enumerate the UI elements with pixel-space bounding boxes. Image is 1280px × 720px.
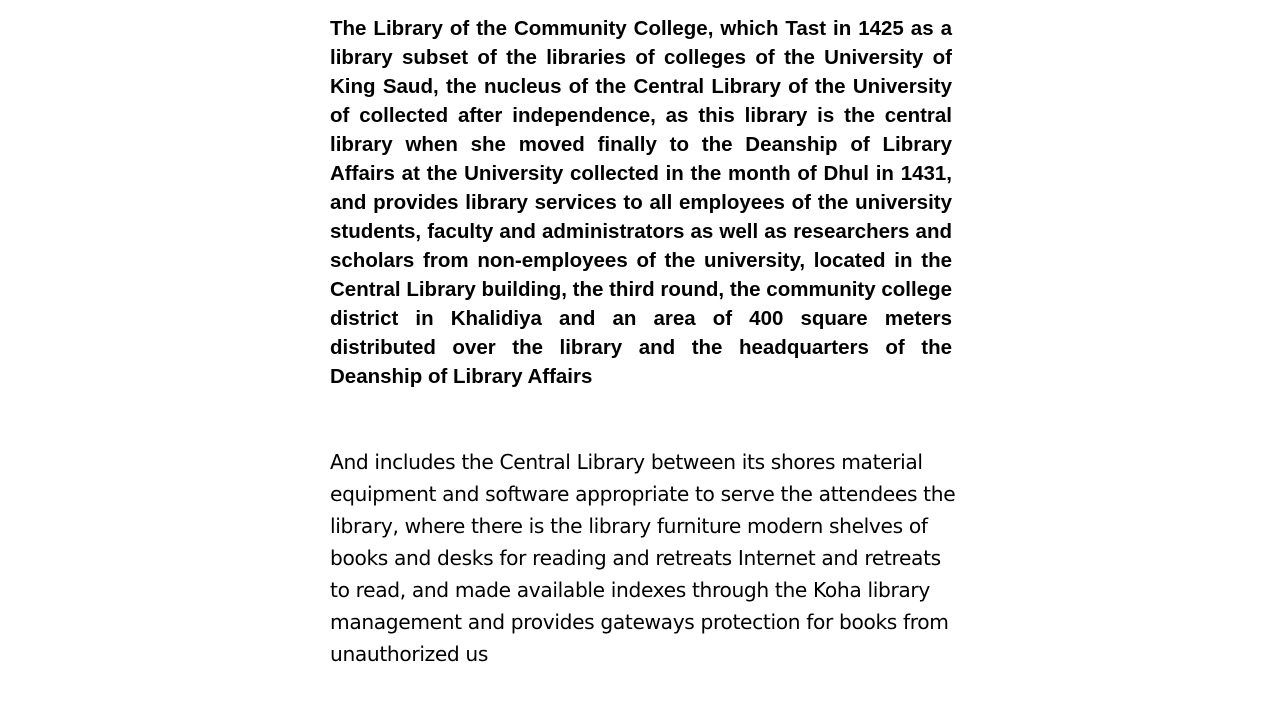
library-history-paragraph: The Library of the Community College, which Tast in 1425 as a library subset of the libraries of colleges of the University of King Saud, the nucleus of the Central Library of the University of collected after independence, as this library is the central library when she moved finally to the Deanship of Library Affairs at the University collected in the month of Dhul in 1431, and provides library services to all employees of the university students, faculty and administrators as well as researchers and scholars from non-employees of the university, located in the Central Library building, the third round, the community college district in Khalidiya and an area of 400 square meters distributed over the library and the headquarters of the Deanship of Library Affairs <box>330 17 952 388</box>
library-facilities-paragraph: And includes the Central Library between its shores material equipment and software appropriate to serve the attendees the library, where there is the library furniture modern shelves of books and desks for reading and retreats Internet and retreats to read, and made available indexes through the Koha library management and provides gateways protection for books from unauthorized us <box>330 450 956 666</box>
